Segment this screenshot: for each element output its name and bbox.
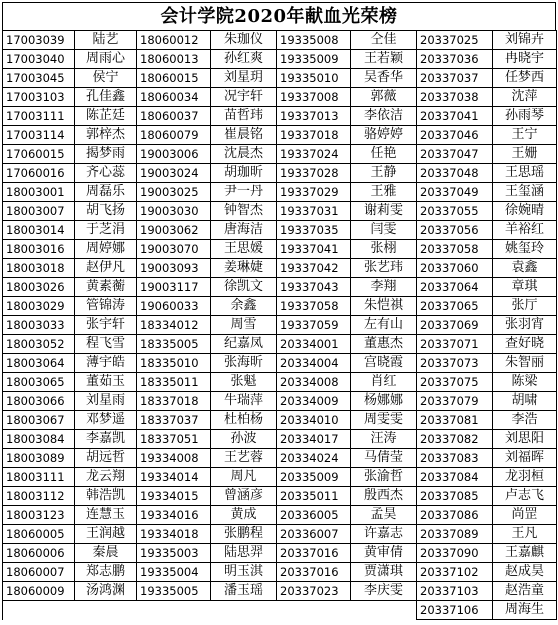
- student-name-cell[interactable]: 胡啸: [493, 392, 557, 411]
- student-name-cell[interactable]: [211, 601, 277, 620]
- student-id-cell[interactable]: 17060015: [3, 145, 75, 164]
- student-id-cell[interactable]: 20337055: [417, 202, 493, 221]
- student-name-cell[interactable]: 纪嘉凤: [211, 335, 277, 354]
- student-id-cell[interactable]: 19003062: [137, 221, 211, 240]
- student-id-cell[interactable]: 19335008: [277, 31, 351, 50]
- student-name-cell[interactable]: 贾潇琪: [351, 563, 417, 582]
- student-name-cell[interactable]: 谢莉雯: [351, 202, 417, 221]
- student-id-cell[interactable]: 20337103: [417, 582, 493, 601]
- student-name-cell[interactable]: 殷西杰: [351, 487, 417, 506]
- student-name-cell[interactable]: 王姗: [493, 145, 557, 164]
- student-id-cell[interactable]: 18003007: [3, 202, 75, 221]
- student-id-cell[interactable]: 20337016: [277, 563, 351, 582]
- student-name-cell[interactable]: 胡远哲: [75, 449, 137, 468]
- student-id-cell[interactable]: 20337064: [417, 278, 493, 297]
- student-id-cell[interactable]: 19003093: [137, 259, 211, 278]
- student-name-cell[interactable]: 闫雯: [351, 221, 417, 240]
- student-name-cell[interactable]: 孔佳鑫: [75, 88, 137, 107]
- student-id-cell[interactable]: [137, 601, 211, 620]
- student-name-cell[interactable]: 杨娜娜: [351, 392, 417, 411]
- student-id-cell[interactable]: 18003029: [3, 297, 75, 316]
- student-id-cell[interactable]: 20337082: [417, 430, 493, 449]
- student-name-cell[interactable]: 王思媛: [211, 240, 277, 259]
- student-name-cell[interactable]: 揭梦雨: [75, 145, 137, 164]
- student-name-cell[interactable]: 汪涛: [351, 430, 417, 449]
- student-name-cell[interactable]: 陆艺: [75, 31, 137, 50]
- student-name-cell[interactable]: 许嘉志: [351, 525, 417, 544]
- student-id-cell[interactable]: 19334008: [137, 449, 211, 468]
- student-id-cell[interactable]: 18060007: [3, 563, 75, 582]
- student-name-cell[interactable]: 牛瑞萍: [211, 392, 277, 411]
- student-id-cell[interactable]: 18003026: [3, 278, 75, 297]
- student-id-cell[interactable]: 19335010: [277, 69, 351, 88]
- student-name-cell[interactable]: 李依洁: [351, 107, 417, 126]
- student-id-cell[interactable]: 18003123: [3, 506, 75, 525]
- student-name-cell[interactable]: 赵浩童: [493, 582, 557, 601]
- student-id-cell[interactable]: 20337048: [417, 164, 493, 183]
- student-id-cell[interactable]: 18003112: [3, 487, 75, 506]
- student-id-cell[interactable]: 19003024: [137, 164, 211, 183]
- student-name-cell[interactable]: 于芝涓: [75, 221, 137, 240]
- student-id-cell[interactable]: 19335009: [277, 50, 351, 69]
- student-id-cell[interactable]: 19335005: [137, 582, 211, 601]
- student-id-cell[interactable]: [3, 601, 75, 620]
- student-id-cell[interactable]: 19335004: [137, 563, 211, 582]
- student-name-cell[interactable]: 王若颖: [351, 50, 417, 69]
- student-id-cell[interactable]: 19337013: [277, 107, 351, 126]
- table-row: [3, 145, 557, 164]
- student-id-cell[interactable]: 20334001: [277, 335, 351, 354]
- student-id-cell[interactable]: 19337018: [277, 126, 351, 145]
- student-id-cell[interactable]: 19337043: [277, 278, 351, 297]
- table-row: [3, 316, 557, 335]
- student-id-cell[interactable]: 20337081: [417, 411, 493, 430]
- student-name-cell[interactable]: 潘玉瑶: [211, 582, 277, 601]
- student-name-cell[interactable]: 周雪: [211, 316, 277, 335]
- table-row: [3, 373, 557, 392]
- student-name-cell[interactable]: 徐婉晴: [493, 202, 557, 221]
- student-id-cell[interactable]: 19003117: [137, 278, 211, 297]
- student-name-cell[interactable]: 卢志飞: [493, 487, 557, 506]
- student-name-cell[interactable]: 董惠杰: [351, 335, 417, 354]
- student-name-cell[interactable]: 李浩: [493, 411, 557, 430]
- student-id-cell[interactable]: 19334014: [137, 468, 211, 487]
- student-name-cell[interactable]: 张海昕: [211, 354, 277, 373]
- student-name-cell[interactable]: 刘锦卉: [493, 31, 557, 50]
- student-id-cell[interactable]: 20335009: [277, 468, 351, 487]
- student-id-cell[interactable]: 19337035: [277, 221, 351, 240]
- student-id-cell[interactable]: 20337047: [417, 145, 493, 164]
- student-id-cell[interactable]: 19335003: [137, 544, 211, 563]
- student-id-cell[interactable]: 19003025: [137, 183, 211, 202]
- student-name-cell[interactable]: 赵成昊: [493, 563, 557, 582]
- student-id-cell[interactable]: 19337028: [277, 164, 351, 183]
- student-name-cell[interactable]: 侯宁: [75, 69, 137, 88]
- student-id-cell[interactable]: 19337041: [277, 240, 351, 259]
- student-name-cell[interactable]: 薄宇皓: [75, 354, 137, 373]
- student-name-cell[interactable]: 姜琳婕: [211, 259, 277, 278]
- student-id-cell[interactable]: 18003052: [3, 335, 75, 354]
- table-row: [3, 278, 557, 297]
- table-row: [3, 88, 557, 107]
- table-row: [3, 183, 557, 202]
- student-id-cell[interactable]: 19334016: [137, 506, 211, 525]
- student-id-cell[interactable]: 20335011: [277, 487, 351, 506]
- student-id-cell[interactable]: 17003045: [3, 69, 75, 88]
- student-id-cell[interactable]: 18003064: [3, 354, 75, 373]
- student-id-cell[interactable]: 20337090: [417, 544, 493, 563]
- student-name-cell[interactable]: 姚玺玲: [493, 240, 557, 259]
- student-id-cell[interactable]: 18060012: [137, 31, 211, 50]
- student-name-cell[interactable]: 查好晓: [493, 335, 557, 354]
- student-name-cell[interactable]: 李翔: [351, 278, 417, 297]
- student-name-cell[interactable]: 杜柏杨: [211, 411, 277, 430]
- student-name-cell[interactable]: 任梦西: [493, 69, 557, 88]
- student-id-cell[interactable]: 18060079: [137, 126, 211, 145]
- student-name-cell[interactable]: 韩浩凯: [75, 487, 137, 506]
- student-name-cell[interactable]: 马倩莹: [351, 449, 417, 468]
- student-name-cell[interactable]: 张宇轩: [75, 316, 137, 335]
- student-id-cell[interactable]: 18003001: [3, 183, 75, 202]
- student-name-cell[interactable]: 余鑫: [211, 297, 277, 316]
- student-name-cell[interactable]: 董茹玉: [75, 373, 137, 392]
- student-name-cell[interactable]: 袁鑫: [493, 259, 557, 278]
- student-name-cell[interactable]: 孙波: [211, 430, 277, 449]
- student-id-cell[interactable]: 19003070: [137, 240, 211, 259]
- student-name-cell[interactable]: 秦晨: [75, 544, 137, 563]
- student-id-cell[interactable]: 18060034: [137, 88, 211, 107]
- student-id-cell[interactable]: 20334017: [277, 430, 351, 449]
- student-name-cell[interactable]: 徐凯文: [211, 278, 277, 297]
- table-row: [3, 50, 557, 69]
- student-id-cell[interactable]: 18060009: [3, 582, 75, 601]
- student-id-cell[interactable]: 18060005: [3, 525, 75, 544]
- student-id-cell[interactable]: 20337058: [417, 240, 493, 259]
- student-name-cell[interactable]: 陈梁: [493, 373, 557, 392]
- student-name-cell[interactable]: [75, 601, 137, 620]
- sheet-title: 会计学院2020年献血光荣榜: [2, 2, 556, 30]
- student-name-cell[interactable]: 唐海洁: [211, 221, 277, 240]
- table-row: [3, 487, 557, 506]
- student-id-cell[interactable]: 17003040: [3, 50, 75, 69]
- student-name-cell[interactable]: 周凡: [211, 468, 277, 487]
- table-row: [3, 411, 557, 430]
- table-row: [3, 392, 557, 411]
- table-row: [3, 240, 557, 259]
- table-row: [3, 221, 557, 240]
- student-name-cell[interactable]: 肖红: [351, 373, 417, 392]
- table-row: [3, 430, 557, 449]
- table-row: [3, 164, 557, 183]
- student-name-cell[interactable]: 张魁: [211, 373, 277, 392]
- student-id-cell[interactable]: 19334018: [137, 525, 211, 544]
- student-name-cell[interactable]: 朱珈仪: [211, 31, 277, 50]
- student-id-cell[interactable]: 18003065: [3, 373, 75, 392]
- student-name-cell[interactable]: 宫晓霞: [351, 354, 417, 373]
- student-name-cell[interactable]: 刘星玥: [211, 69, 277, 88]
- student-name-cell[interactable]: 刘福晖: [493, 449, 557, 468]
- student-id-cell[interactable]: 20337046: [417, 126, 493, 145]
- student-id-cell[interactable]: 18335011: [137, 373, 211, 392]
- student-id-cell[interactable]: 17003111: [3, 107, 75, 126]
- table-row: [3, 582, 557, 601]
- student-id-cell[interactable]: 18337018: [137, 392, 211, 411]
- student-id-cell[interactable]: 19003030: [137, 202, 211, 221]
- student-name-cell[interactable]: 刘星雨: [75, 392, 137, 411]
- student-name-cell[interactable]: 黄成: [211, 506, 277, 525]
- student-id-cell[interactable]: 20337049: [417, 183, 493, 202]
- table-row: [3, 544, 557, 563]
- student-id-cell[interactable]: 20334010: [277, 411, 351, 430]
- student-id-cell[interactable]: 18003089: [3, 449, 75, 468]
- student-name-cell[interactable]: 胡珈昕: [211, 164, 277, 183]
- student-id-cell[interactable]: 19337058: [277, 297, 351, 316]
- student-name-cell[interactable]: 黄审倩: [351, 544, 417, 563]
- student-id-cell[interactable]: 19060033: [137, 297, 211, 316]
- student-id-cell[interactable]: 18334012: [137, 316, 211, 335]
- student-id-cell[interactable]: 19337008: [277, 88, 351, 107]
- student-id-cell[interactable]: 19337031: [277, 202, 351, 221]
- student-name-cell[interactable]: 崔晨铭: [211, 126, 277, 145]
- student-id-cell[interactable]: 18003014: [3, 221, 75, 240]
- student-id-cell[interactable]: 20337023: [277, 582, 351, 601]
- student-name-cell[interactable]: 黄素蘅: [75, 278, 137, 297]
- table-row: [3, 107, 557, 126]
- student-name-cell[interactable]: [351, 601, 417, 620]
- student-name-cell[interactable]: 曾涵彦: [211, 487, 277, 506]
- student-name-cell[interactable]: 苗哲玮: [211, 107, 277, 126]
- student-name-cell[interactable]: 周雯雯: [351, 411, 417, 430]
- student-name-cell[interactable]: 周雨心: [75, 50, 137, 69]
- student-id-cell[interactable]: 20337016: [277, 544, 351, 563]
- student-name-cell[interactable]: 左有山: [351, 316, 417, 335]
- student-id-cell[interactable]: 20337065: [417, 297, 493, 316]
- student-id-cell[interactable]: 19337042: [277, 259, 351, 278]
- table-row: [3, 126, 557, 145]
- donor-table: [2, 30, 557, 620]
- student-name-cell[interactable]: 王嘉麒: [493, 544, 557, 563]
- student-name-cell[interactable]: 王静: [351, 164, 417, 183]
- student-id-cell[interactable]: 19003006: [137, 145, 211, 164]
- table-row: [3, 563, 557, 582]
- student-id-cell[interactable]: 18060015: [137, 69, 211, 88]
- student-name-cell[interactable]: 孙红爽: [211, 50, 277, 69]
- student-name-cell[interactable]: 王思瑶: [493, 164, 557, 183]
- table-row: [3, 69, 557, 88]
- table-row: [3, 449, 557, 468]
- student-name-cell[interactable]: 尚罡: [493, 506, 557, 525]
- student-name-cell[interactable]: 程飞雪: [75, 335, 137, 354]
- student-name-cell[interactable]: 邓梦遥: [75, 411, 137, 430]
- student-id-cell[interactable]: 20337102: [417, 563, 493, 582]
- student-id-cell[interactable]: 18060006: [3, 544, 75, 563]
- student-id-cell[interactable]: 18337051: [137, 430, 211, 449]
- student-id-cell[interactable]: 20337106: [417, 601, 493, 620]
- student-name-cell[interactable]: 郭梓杰: [75, 126, 137, 145]
- student-name-cell[interactable]: 齐心蕊: [75, 164, 137, 183]
- student-name-cell[interactable]: 张厅: [493, 297, 557, 316]
- student-id-cell[interactable]: 20337041: [417, 107, 493, 126]
- student-name-cell[interactable]: 郑志鹏: [75, 563, 137, 582]
- student-id-cell[interactable]: 20336007: [277, 525, 351, 544]
- student-id-cell[interactable]: 20337073: [417, 354, 493, 373]
- student-id-cell[interactable]: 20334009: [277, 392, 351, 411]
- student-name-cell[interactable]: 龙羽桓: [493, 468, 557, 487]
- student-name-cell[interactable]: 尹一丹: [211, 183, 277, 202]
- student-id-cell[interactable]: 18060013: [137, 50, 211, 69]
- student-name-cell[interactable]: 李嘉凯: [75, 430, 137, 449]
- student-name-cell[interactable]: 龙云翔: [75, 468, 137, 487]
- student-id-cell[interactable]: 18337037: [137, 411, 211, 430]
- student-name-cell[interactable]: 张艺玮: [351, 259, 417, 278]
- student-name-cell[interactable]: 王雅: [351, 183, 417, 202]
- student-id-cell[interactable]: 18060037: [137, 107, 211, 126]
- student-id-cell[interactable]: 19337029: [277, 183, 351, 202]
- student-name-cell[interactable]: 赵伊凡: [75, 259, 137, 278]
- student-id-cell[interactable]: 17003114: [3, 126, 75, 145]
- student-name-cell[interactable]: 吴香华: [351, 69, 417, 88]
- table-row: [3, 601, 557, 620]
- spreadsheet: [2, 2, 556, 623]
- student-name-cell[interactable]: 张栩: [351, 240, 417, 259]
- student-id-cell[interactable]: 20334008: [277, 373, 351, 392]
- student-name-cell[interactable]: 任艳: [351, 145, 417, 164]
- table-row: [3, 506, 557, 525]
- student-name-cell[interactable]: 陈芷廷: [75, 107, 137, 126]
- student-id-cell[interactable]: 20337086: [417, 506, 493, 525]
- student-id-cell[interactable]: 18003067: [3, 411, 75, 430]
- student-name-cell[interactable]: 孙雨琴: [493, 107, 557, 126]
- student-id-cell[interactable]: 18335010: [137, 354, 211, 373]
- student-id-cell[interactable]: [277, 601, 351, 620]
- student-id-cell[interactable]: 18003033: [3, 316, 75, 335]
- student-name-cell[interactable]: 孟昊: [351, 506, 417, 525]
- student-name-cell[interactable]: 张鹏程: [211, 525, 277, 544]
- student-name-cell[interactable]: 周婷娜: [75, 240, 137, 259]
- student-id-cell[interactable]: 19334015: [137, 487, 211, 506]
- student-id-cell[interactable]: 18003111: [3, 468, 75, 487]
- student-id-cell[interactable]: 20337079: [417, 392, 493, 411]
- student-id-cell[interactable]: 20337089: [417, 525, 493, 544]
- table-row: [3, 468, 557, 487]
- student-id-cell[interactable]: 20337036: [417, 50, 493, 69]
- student-name-cell[interactable]: 陆思羿: [211, 544, 277, 563]
- student-name-cell[interactable]: 张渝哲: [351, 468, 417, 487]
- student-id-cell[interactable]: 20337071: [417, 335, 493, 354]
- student-id-cell[interactable]: 20337085: [417, 487, 493, 506]
- student-name-cell[interactable]: 冉晓宇: [493, 50, 557, 69]
- student-id-cell[interactable]: 20337084: [417, 468, 493, 487]
- student-name-cell[interactable]: 胡飞扬: [75, 202, 137, 221]
- student-id-cell[interactable]: 20337038: [417, 88, 493, 107]
- student-id-cell[interactable]: 17003103: [3, 88, 75, 107]
- student-id-cell[interactable]: 19337059: [277, 316, 351, 335]
- student-id-cell[interactable]: 20337037: [417, 69, 493, 88]
- student-name-cell[interactable]: 王艺蓉: [211, 449, 277, 468]
- student-id-cell[interactable]: 18003016: [3, 240, 75, 259]
- table-row: [3, 525, 557, 544]
- student-id-cell[interactable]: 19337024: [277, 145, 351, 164]
- table-row: [3, 259, 557, 278]
- student-id-cell[interactable]: 20334004: [277, 354, 351, 373]
- student-name-cell[interactable]: 明玉淇: [211, 563, 277, 582]
- student-name-cell[interactable]: 王玺涵: [493, 183, 557, 202]
- student-name-cell[interactable]: 骆婷婷: [351, 126, 417, 145]
- student-name-cell[interactable]: 李庆雯: [351, 582, 417, 601]
- student-name-cell[interactable]: 王凡: [493, 525, 557, 544]
- student-name-cell[interactable]: 周磊乐: [75, 183, 137, 202]
- table-row: [3, 202, 557, 221]
- student-name-cell[interactable]: 周海生: [493, 601, 557, 620]
- student-name-cell[interactable]: 王宁: [493, 126, 557, 145]
- student-name-cell[interactable]: 章琪: [493, 278, 557, 297]
- student-id-cell[interactable]: 17060016: [3, 164, 75, 183]
- student-name-cell[interactable]: 仝佳: [351, 31, 417, 50]
- table-row: [3, 335, 557, 354]
- table-row: [3, 354, 557, 373]
- student-id-cell[interactable]: 18003018: [3, 259, 75, 278]
- student-id-cell[interactable]: 20334024: [277, 449, 351, 468]
- student-name-cell[interactable]: 汤鸿渊: [75, 582, 137, 601]
- student-id-cell[interactable]: 20337056: [417, 221, 493, 240]
- student-id-cell[interactable]: 20336005: [277, 506, 351, 525]
- student-id-cell[interactable]: 20337025: [417, 31, 493, 50]
- table-row: [3, 297, 557, 316]
- student-name-cell[interactable]: 朱恺祺: [351, 297, 417, 316]
- student-id-cell[interactable]: 18003084: [3, 430, 75, 449]
- student-id-cell[interactable]: 20337069: [417, 316, 493, 335]
- student-name-cell[interactable]: 王润越: [75, 525, 137, 544]
- student-name-cell[interactable]: 沈萍: [493, 88, 557, 107]
- student-id-cell[interactable]: 17003039: [3, 31, 75, 50]
- student-id-cell[interactable]: 18335005: [137, 335, 211, 354]
- student-id-cell[interactable]: 20337075: [417, 373, 493, 392]
- student-name-cell[interactable]: 连慧玉: [75, 506, 137, 525]
- student-name-cell[interactable]: 郭薇: [351, 88, 417, 107]
- student-name-cell[interactable]: 羊裕红: [493, 221, 557, 240]
- student-name-cell[interactable]: 管锦涛: [75, 297, 137, 316]
- student-name-cell[interactable]: 沈晨杰: [211, 145, 277, 164]
- student-name-cell[interactable]: 朱智丽: [493, 354, 557, 373]
- student-name-cell[interactable]: 况宇轩: [211, 88, 277, 107]
- student-name-cell[interactable]: 张羽宵: [493, 316, 557, 335]
- student-id-cell[interactable]: 18003066: [3, 392, 75, 411]
- student-name-cell[interactable]: 钟智杰: [211, 202, 277, 221]
- student-id-cell[interactable]: 20337060: [417, 259, 493, 278]
- student-id-cell[interactable]: 20337083: [417, 449, 493, 468]
- student-name-cell[interactable]: 刘思阳: [493, 430, 557, 449]
- table-row: [3, 31, 557, 50]
